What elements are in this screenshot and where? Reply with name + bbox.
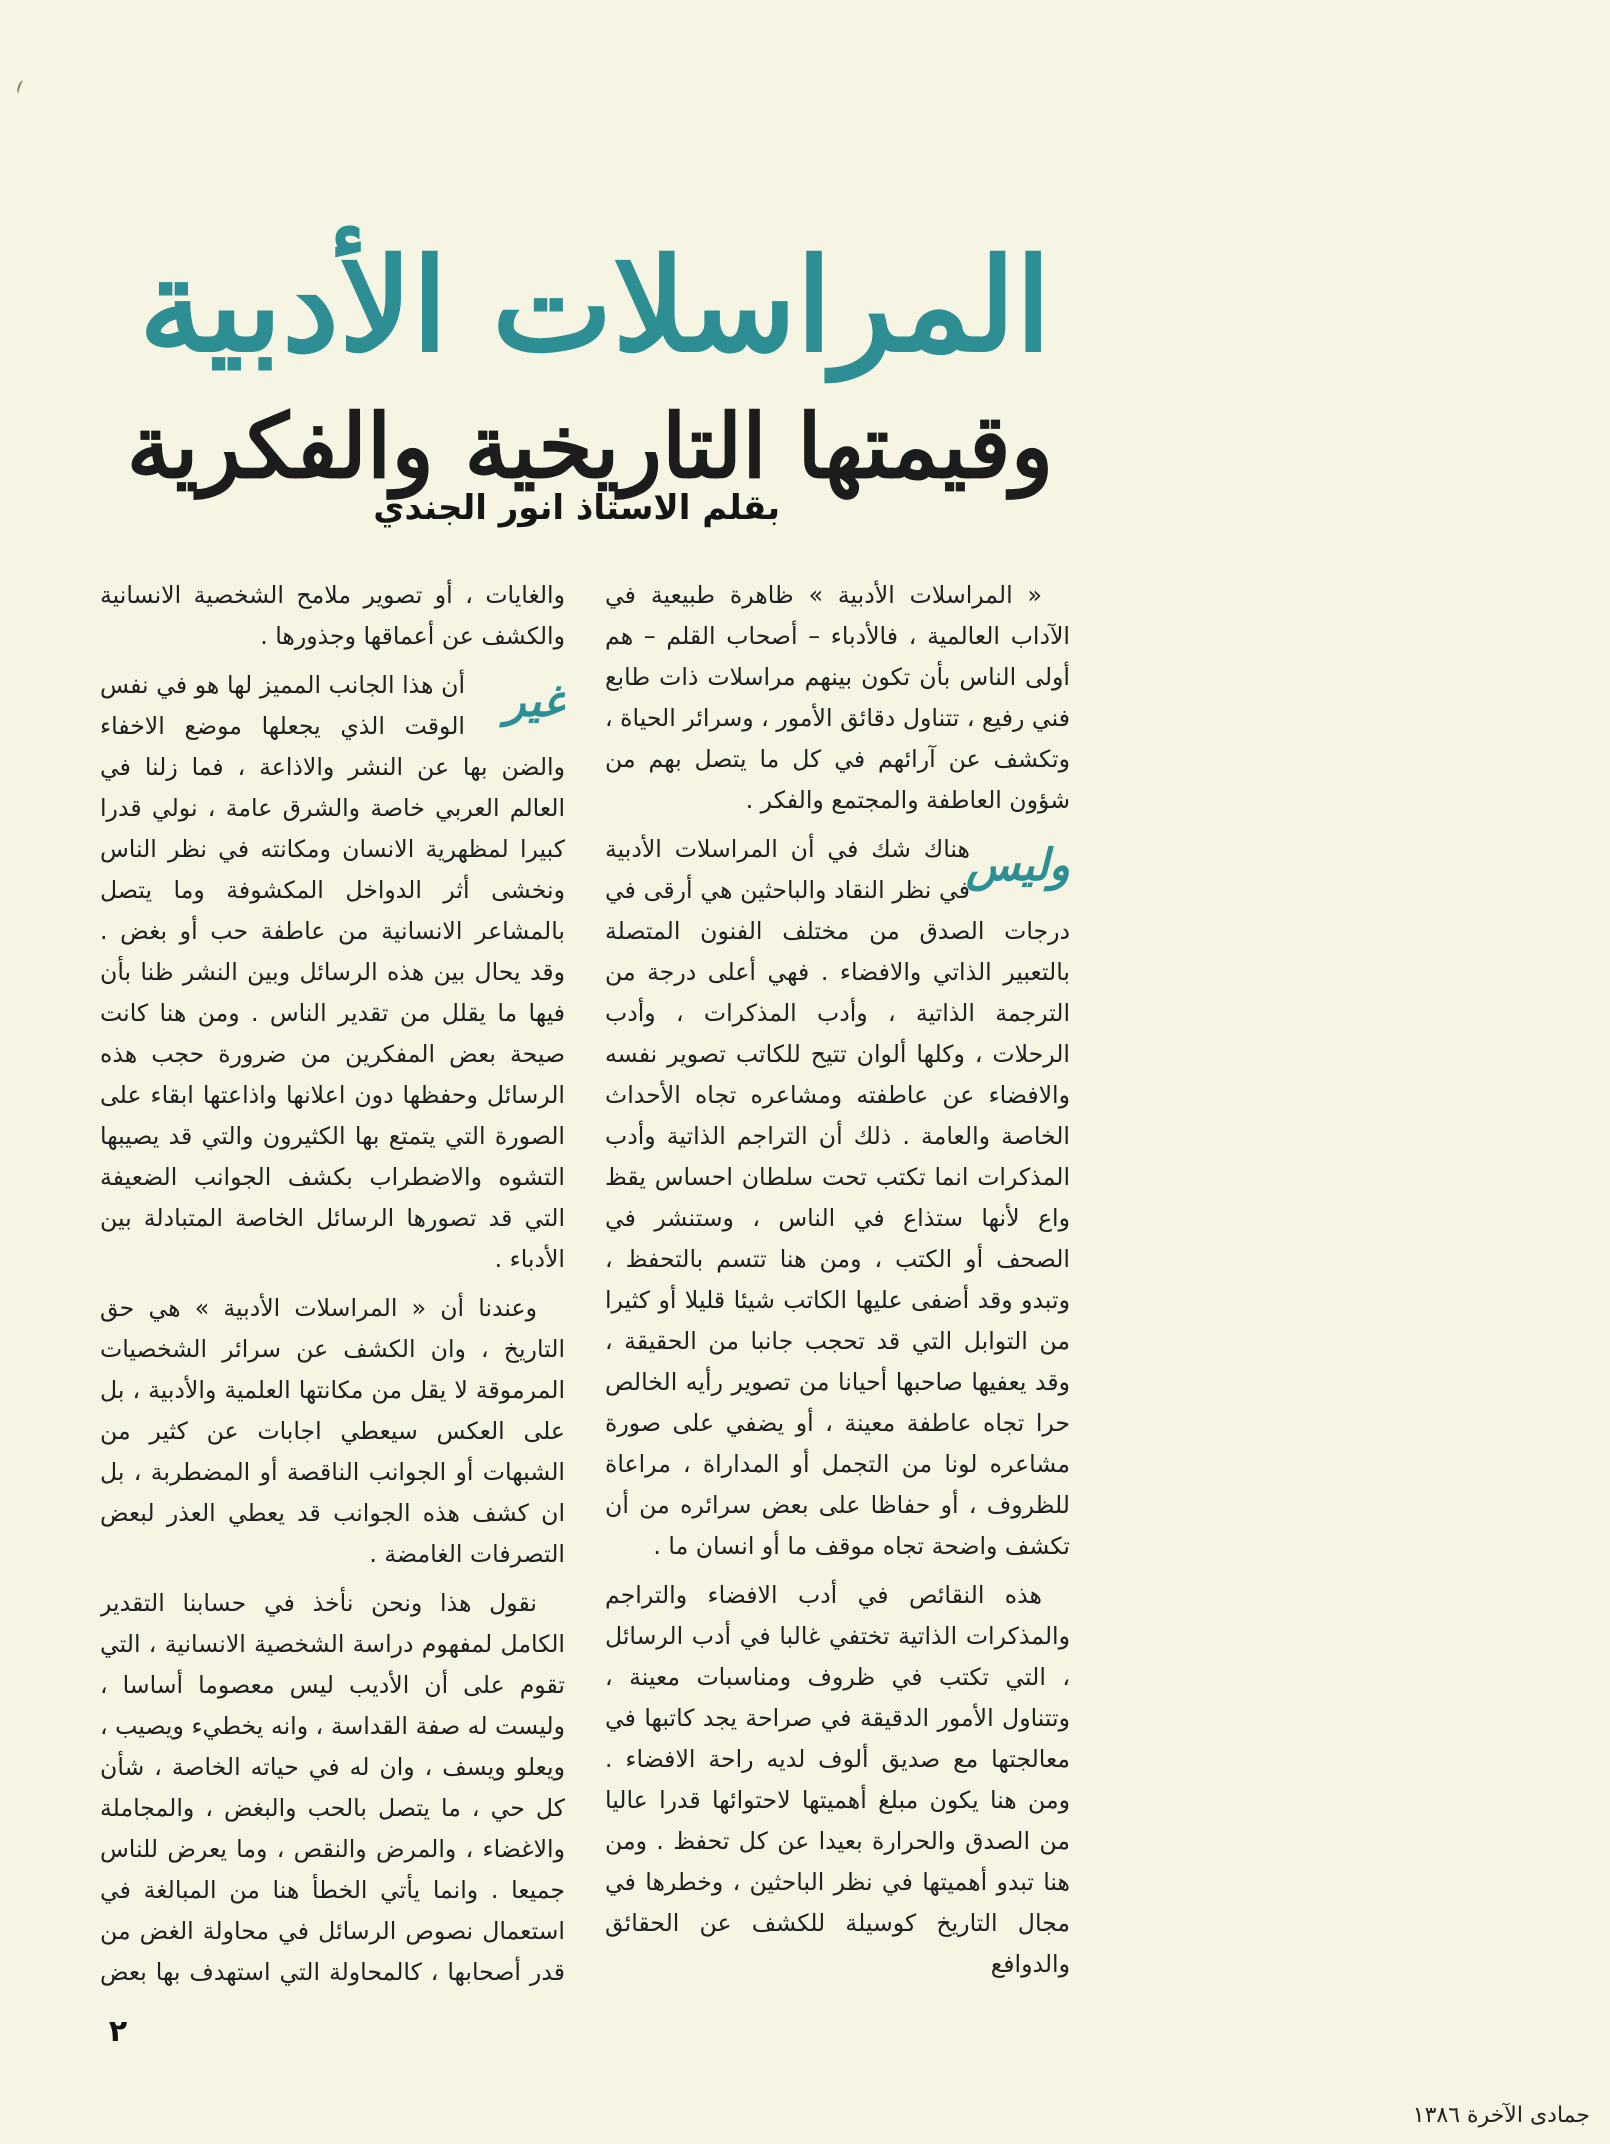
issue-date: جمادى الآخرة ١٣٨٦ [1412,2103,1590,2128]
paragraph-with-dropcap [605,829,1070,1567]
paragraph: هذه النقائص في أدب الافضاء والتراجم والمذكرات الذاتية تختفي غالبا في أدب الرسائل ، التي تكتب في ظروف ومناسبات معينة ، وتتناول الأمور الدقيقة في صراحة يجد كاتبها في معالجتها مع صديق ألوف لديه راحة الافضاء . ومن هنا يكون مبلغ أهميتها لاحتوائها قدرا عاليا من الصدق والحرارة بعيدا عن كل تحفظ . ومن هنا تبدو أهميتها في نظر الباحثين ، وخطرها في مجال التاريخ كوسيلة للكشف عن الحقائق والدوافع [605,1581,1070,1978]
paragraph: والغايات ، أو تصوير ملامح الشخصية الانسانية والكشف عن أعماقها وجذورها . [100,581,565,650]
paragraph: نقول هذا ونحن نأخذ في حسابنا التقدير الكامل لمفهوم دراسة الشخصية الانسانية ، التي تقوم على أن الأديب ليس معصوما أساسا ، وليست له صفة القداسة ، وانه يخطيء ويصيب ، ويعلو ويسف ، وان له في حياته الخاصة ، شأن كل حي ، ما يتصل بالحب والبغض ، والمجاملة والاغضاء ، والمرض والنقص ، وما يعرض للناس جميعا . وانما يأتي الخطأ هنا من المبالغة في استعمال نصوص الرسائل في محاولة الغض من قدر أصحابها ، كالمحاولة التي استهدف بها بعض [100,1589,565,1986]
drop-cap-word: وليس [965,840,1070,891]
paragraph-text: أن هذا الجانب المميز لها هو في نفس الوقت الذي يجعلها موضع الاخفاء والضن بها عن النشر والاذاعة ، فما زلنا في العالم العربي خاصة والشرق عامة ، نولي قدرا كبيرا لمظهرية الانسان ومكانته في نظر الناس ونخشى أثر الدواخل المكشوفة وما يتصل بالمشاعر الانسانية من عاطفة حب أو بغض . وقد يحال بين هذه الرسائل وبين النشر ظنا بأن فيها ما يقلل من تقدير الناس . ومن هنا كانت صيحة بعض المفكرين من ضرورة حجب هذه الرسائل وحفظها دون اعلانها واذاعتها ابقاء على الصورة التي يتمتع بها الكثيرون والتي قد يصيبها التشوه والاضطراب بكشف الجوانب الضعيفة التي قد تصورها الرسائل الخاصة المتبادلة بين الأدباء . [100,671,565,1273]
text-column-right [605,575,1070,1995]
drop-cap-word: غير [504,676,565,727]
article-subtitle: وقيمتها التاريخية والفكرية [126,394,1054,499]
page-number: ٢ [108,2014,128,2049]
paragraph-with-dropcap [100,665,565,1280]
article-title: المراسلات الأدبية [139,230,1051,381]
paragraph: وعندنا أن « المراسلات الأدبية » هي حق التاريخ ، وان الكشف عن سرائر الشخصيات المرموقة لا يقل من مكانتها العلمية والأدبية ، بل على العكس سيعطي اجابات عن كثير من الشبهات أو الجوانب الناقصة أو المضطربة ، بل ان كشف هذه الجوانب قد يعطي العذر لبعض التصرفات الغامضة . [100,1294,565,1568]
author-byline: بقلم الاستاذ انور الجندي [373,488,780,528]
paragraph: « المراسلات الأدبية » ظاهرة طبيعية في الآداب العالمية ، فالأدباء – أصحاب القلم – هم أولى الناس بأن تكون بينهم مراسلات ذات طابع فني رفيع ، تتناول دقائق الأمور ، وسرائر الحياة ، وتكشف عن آرائهم في كل ما يتصل بهم من شؤون العاطفة والمجتمع والفكر . [605,581,1070,814]
paragraph-text: هناك شك في أن المراسلات الأدبية في نظر النقاد والباحثين هي أرقى في درجات الصدق من مختلف الفنون المتصلة بالتعبير الذاتي والافضاء . فهي أعلى درجة من الترجمة الذاتية ، وأدب المذكرات ، وأدب الرحلات ، وكلها ألوان تتيح للكاتب تصوير نفسه والافضاء عن عاطفته ومشاعره تجاه الأحداث الخاصة والعامة . ذلك أن التراجم الذاتية وأدب المذكرات انما تكتب تحت سلطان احساس يقظ واع لأنها ستذاع في الناس ، وستنشر في الصحف أو الكتب ، ومن هنا تتسم بالتحفظ ، وتبدو وقد أضفى عليها الكاتب شيئا قليلا أو كثيرا من التوابل التي قد تحجب جانبا من الحقيقة ، وقد يعفيها صاحبها أحيانا من تصوير رأيه الخالص حرا تجاه عاطفة معينة ، أو يضفي على صورة مشاعره لونا من التجمل أو المداراة ، مراعاة للظروف ، أو حفاظا على بعض سرائره من أن تكشف واضحة تجاه موقف ما أو انسان ما . [605,835,1070,1560]
text-column-left [100,575,565,1995]
paper-speck [16,79,26,94]
